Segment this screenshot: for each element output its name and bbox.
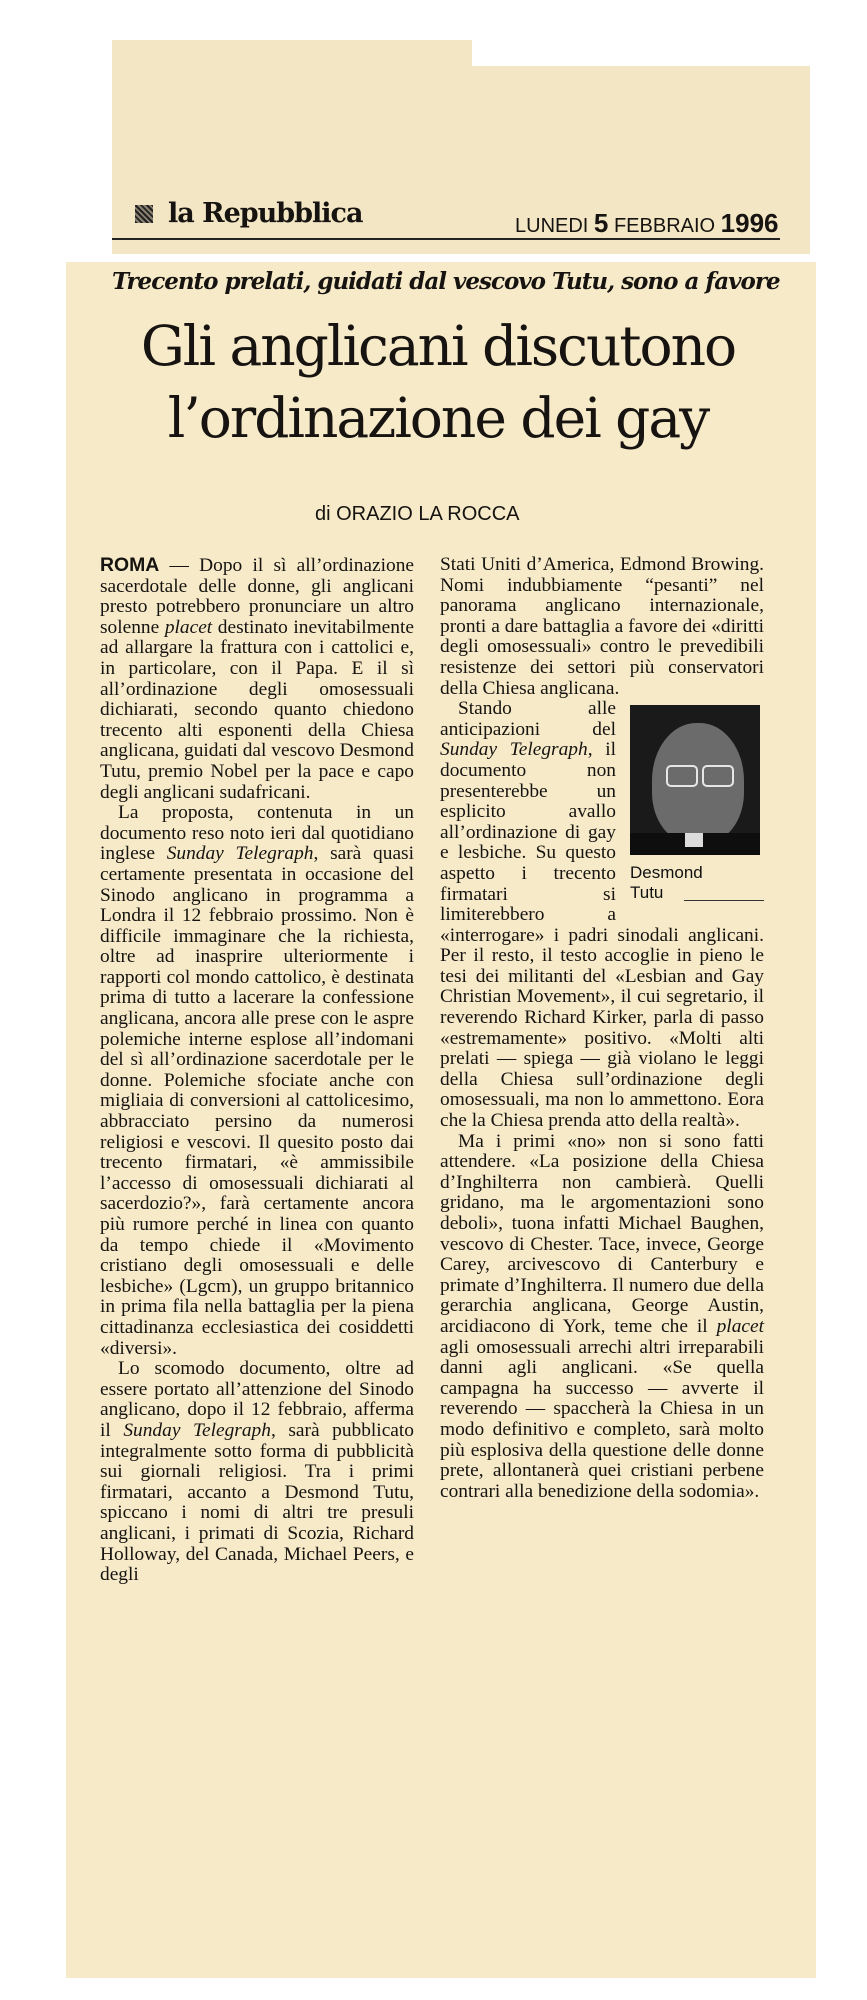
portrait-photo (630, 705, 760, 855)
date-month: FEBBRAIO (613, 215, 716, 237)
logo-mark-icon (135, 205, 153, 223)
date-day: LUNEDI (515, 215, 589, 237)
date-number: 5 (593, 208, 609, 238)
date-year: 1996 (720, 208, 779, 238)
newspaper-logo: la Repubblica (168, 198, 363, 229)
article-headline (78, 310, 798, 454)
photo-block (624, 701, 764, 913)
dateline-place: ROMA (100, 554, 160, 576)
dateline (515, 208, 779, 239)
paragraph: La proposta, contenuta in un documento reso noto ieri dal quotidiano inglese Sunday Telegraph, sarà quasi certamente presentata in occasione del Sinodo anglicano in programma a Londra il 12 febbraio prossimo. Non è difficile immaginare che la richiesta, oltre ad inasprire ulteriormente i rapporti col mondo cattolico, è destinata prima di tutto a lacerare la confessione anglicana, ancora alle prese con le aspre polemiche interne esplose all’indomani del sì all’ordinazione sacerdotale per le donne. Polemiche sfociate anche con migliaia di conversioni al cattolicesimo, abbracciato persino da numerosi religiosi e vescovi. Il quesito posto dai trecento firmatari, «è ammissibile l’accesso di omosessuali dichiarati al sacerdozio?», farà certamente ancora più rumore perché in linea con quanto da tempo chiede il «Movimento cristiano degli omosessuali e delle lesbiche» (Lgcm), un gruppo britannico in prima fila nella battaglia per la piena cittadinanza ecclesiastica dei cosiddetti «diversi». (100, 802, 414, 1359)
masthead-rule (112, 238, 780, 240)
headline-line-2: l’ordinazione dei gay (167, 386, 709, 450)
paragraph: Lo scomodo documento, oltre ad essere portato all’attenzione del Sinodo anglicano, dopo il 12 febbraio, afferma il Sunday Telegraph, sarà pubblicato integralmente sotto forma di pubblicità sui giornali religiosi. Tra i primi firmatari, accanto a Desmond Tutu, spiccano i nomi di altri tre presuli anglicani, i primati di Scozia, Richard Holloway, del Canada, Michael Peers, e degli (100, 1358, 414, 1586)
paragraph: ROMA — Dopo il sì all’ordinazione sacerdotale delle donne, gli anglicani presto potrebbero pronunciare un altro solenne placet destinato inevitabilmente ad allargare la frattura con i cattolici e, in particolare, con il Papa. E il sì all’ordinazione degli omosessuali dichiarati, secondo quanto chiedono trecento alti esponenti della Chiesa anglicana, guidati dal vescovo Desmond Tutu, premio Nobel per la pace e capo degli anglicani sudafricani. (100, 554, 414, 803)
headline-line-1: Gli anglicani discutono (140, 314, 736, 378)
paragraph: Ma i primi «no» non si sono fatti attendere. «La posizione della Chiesa d’Inghilterra non cambierà. Quelli gridano, ma le argomentazioni sono deboli», tuona infatti Michael Baughen, vescovo di Chester. Tace, invece, George Carey, arcivescovo di Canterbury e primate d’Inghilterra. Il numero due della gerarchia anglicana, George Austin, arcidiacono di York, teme che il placet agli omosessuali arrechi altri irreparabili danni agli anglicani. «Se quella campagna ha successo — avverte il reverendo — spaccherà la Chiesa in un modo definitivo e completo, sarà molto più esplosiva della questione delle donne prete, allontanerà quei cristiani perbene contrari alla benedizione della sodomia». (440, 1130, 764, 1502)
paragraph: Stati Uniti d’America, Edmond Browing. Nomi indubbiamente “pesanti” nel panorama anglicano internazionale, pronti a dare battaglia a favore dei «diritti degli omosessuali» contro le prevedibili resistenze dei settori più conservatori della Chiesa anglicana. (440, 554, 764, 699)
photo-caption: Desmond Tutu (630, 863, 703, 903)
article-column-2 (440, 555, 764, 1502)
article-column-1 (100, 555, 414, 1586)
paragraph: Stando alle anticipazioni del Sunday Telegraph, il documento non presenterebbe un esplicito avallo all’ordinazione di gay e lesbiche. Su questo aspetto i trecento firmatari si limiterebbero a «interrogare» i padri sinodali anglicani. Per il resto, il testo accoglie in pieno le tesi dei militanti del «Lesbian and Gay Christian Movement», il cui segretario, il reverendo Richard Kirker, parla di passo «estremamente» positivo. «Molti alti prelati — spiega — già violano le leggi della Chiesa sull’ordinazione degli omosessuali, ma non lo ammettono. Eora che la Chiesa prenda atto della realtà». (440, 698, 764, 1132)
article-kicker: Trecento prelati, guidati dal vescovo Tutu, sono a favore (112, 268, 780, 295)
article-byline: di ORAZIO LA ROCCA (315, 503, 520, 525)
caption-rule (684, 900, 764, 901)
paragraph-with-photo (440, 699, 764, 1131)
